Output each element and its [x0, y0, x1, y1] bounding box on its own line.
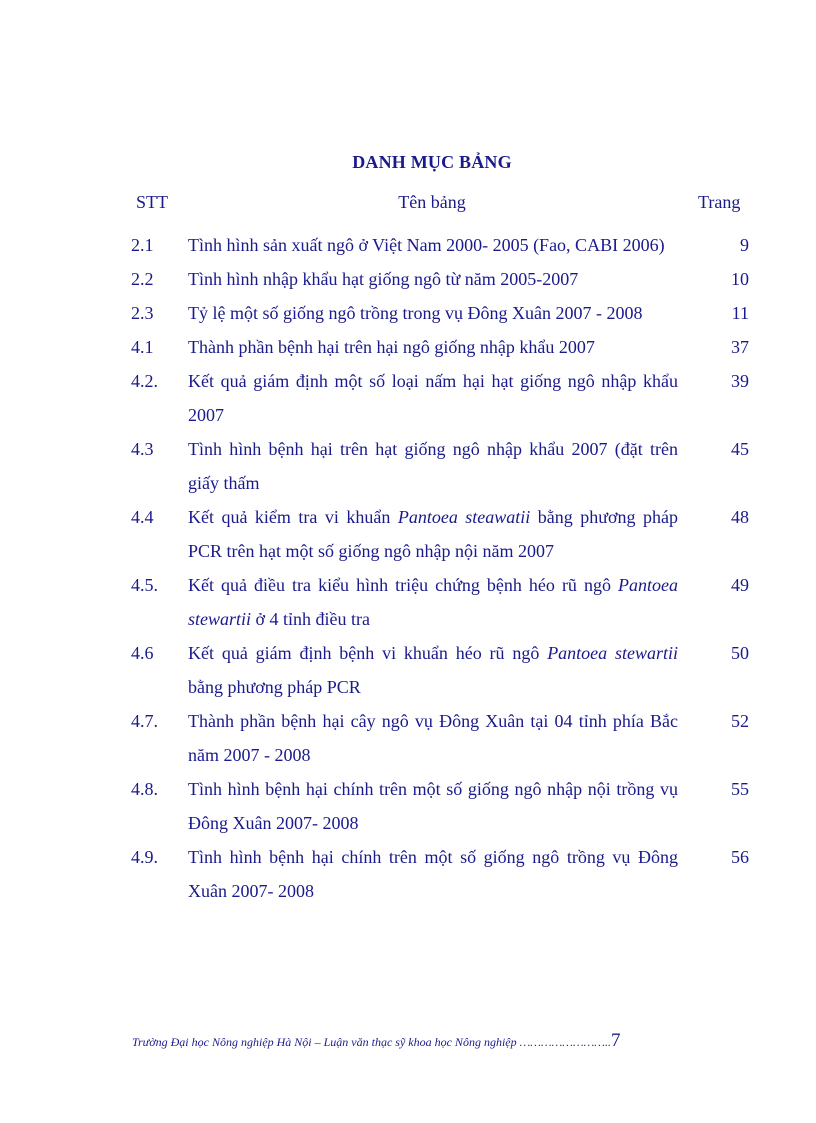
row-page: 48: [731, 507, 749, 527]
row-title-text: Tình hình bệnh hại trên hạt giống ngô nhập khẩu 2007 (đặt trên giấy thấm: [188, 439, 678, 493]
column-header-stt: STT: [136, 192, 169, 212]
row-title-text: Tỷ lệ một số giống ngô trồng trong vụ Đông Xuân 2007 - 2008: [188, 303, 643, 323]
row-page: 9: [740, 235, 749, 255]
table-row: [0, 568, 816, 636]
row-title: [188, 772, 678, 840]
table-row: [0, 296, 816, 330]
table-list: [0, 228, 816, 908]
row-title: [188, 330, 678, 364]
row-title: [188, 228, 678, 262]
row-page: 10: [731, 269, 749, 289]
row-page: 52: [731, 711, 749, 731]
row-title: [188, 500, 678, 568]
row-number: 2.2: [131, 269, 154, 289]
row-title: [188, 296, 678, 330]
row-title-text: Tình hình sản xuất ngô ở Việt Nam 2000- 2005 (Fao, CABI 2006): [188, 235, 665, 255]
row-title: [188, 704, 678, 772]
row-number: 4.2.: [131, 371, 158, 391]
row-number: 4.9.: [131, 847, 158, 867]
row-number: 4.6: [131, 643, 154, 663]
species-name: Pantoea stewartii: [188, 575, 678, 629]
table-row: [0, 772, 816, 840]
row-title: [188, 262, 678, 296]
table-row: [0, 500, 816, 568]
row-title-text-cont: bằng phương pháp PCR: [188, 677, 361, 697]
row-number: 2.3: [131, 303, 154, 323]
row-page: 37: [731, 337, 749, 357]
row-title-text: Tình hình bệnh hại chính trên một số giống ngô trồng vụ Đông Xuân 2007- 2008: [188, 847, 678, 901]
table-row: [0, 840, 816, 908]
table-row: [0, 364, 816, 432]
row-number: 4.7.: [131, 711, 158, 731]
row-title-text-cont: ở 4 tỉnh điều tra: [251, 609, 371, 629]
row-page: 55: [731, 779, 749, 799]
row-number: 2.1: [131, 235, 154, 255]
table-row: [0, 432, 816, 500]
table-row: [0, 228, 816, 262]
row-number: 4.3: [131, 439, 154, 459]
table-row: [0, 704, 816, 772]
row-title-text: Kết quả giám định một số loại nấm hại hạt giống ngô nhập khẩu 2007: [188, 371, 678, 425]
row-title-text: Thành phần bệnh hại cây ngô vụ Đông Xuân tại 04 tỉnh phía Bắc năm 2007 - 2008: [188, 711, 678, 765]
row-page: 49: [731, 575, 749, 595]
page-footer: [132, 1030, 682, 1052]
row-title: [188, 364, 678, 432]
row-title-text: Thành phần bệnh hại trên hại ngô giống nhập khẩu 2007: [188, 337, 595, 357]
row-page: 50: [731, 643, 749, 663]
table-row: [0, 262, 816, 296]
species-name: Pantoea steawatii: [397, 507, 531, 527]
species-name: Pantoea stewartii: [547, 643, 679, 663]
row-page: 39: [731, 371, 749, 391]
row-title-text: Tình hình nhập khẩu hạt giống ngô từ năm 2005-2007: [188, 269, 579, 289]
row-page: 45: [731, 439, 749, 459]
row-page: 11: [731, 303, 749, 323]
row-title-text: Kết quả giám định bệnh vi khuẩn héo rũ ngô: [188, 643, 548, 663]
footer-page-number: 7: [610, 1030, 621, 1051]
row-title: [188, 840, 678, 908]
row-title: [188, 568, 678, 636]
row-number: 4.5.: [131, 575, 158, 595]
column-header-page: Trang: [698, 192, 741, 212]
row-page: 56: [731, 847, 749, 867]
row-title: [188, 636, 678, 704]
row-title-text-cont: bằng phương pháp PCR trên hạt một số giống ngô nhập nội năm 2007: [188, 507, 678, 561]
row-number: 4.1: [131, 337, 154, 357]
row-title-text: Kết quả kiểm tra vi khuẩn: [188, 507, 398, 527]
footer-text: Trường Đại học Nông nghiệp Hà Nội – Luận văn thạc sỹ khoa học Nông nghiệp ……………………..: [132, 1035, 611, 1049]
row-title-text: Tình hình bệnh hại chính trên một số giống ngô nhập nội trồng vụ Đông Xuân 2007- 2008: [188, 779, 678, 833]
row-number: 4.8.: [131, 779, 158, 799]
row-title: [188, 432, 678, 500]
column-header-name: Tên bảng: [398, 192, 466, 212]
table-row: [0, 330, 816, 364]
row-number: 4.4: [131, 507, 154, 527]
row-title-text: Kết quả điều tra kiểu hình triệu chứng bệnh héo rũ ngô: [188, 575, 618, 595]
table-row: [0, 636, 816, 704]
page-title: DANH MỤC BẢNG: [352, 152, 512, 172]
